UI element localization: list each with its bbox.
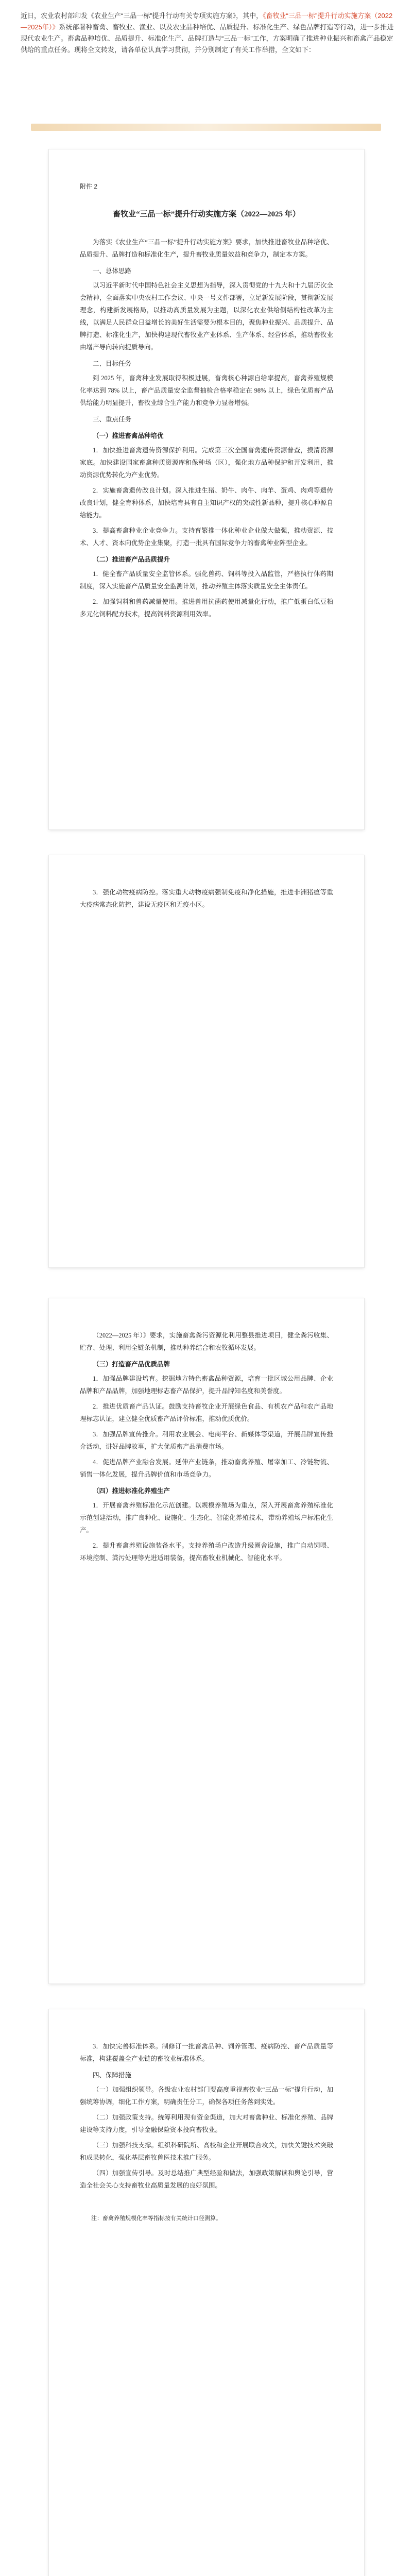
body-paragraph: 2．实施畜禽遗传改良计划。深入推进生猪、奶牛、肉牛、肉羊、蛋鸡、肉鸡等遗传改良计划，健全育种体系，加快培育具有自主知识产权的突破性新品种，提升核心种源自给能力。 (80, 487, 333, 519)
body-paragraph: 3．提高畜禽种业企业竞争力。支持育繁推一体化种业企业做大做强，推动资源、技术、人才、资本向优势企业集聚，打造一批具有国际竞争力的畜禽种业阵型企业。 (80, 527, 333, 547)
page-4-content (80, 2040, 333, 2576)
body-paragraph: （2022—2025 年）》要求，实施畜禽粪污资源化利用整县推进项目，健全粪污收集、贮存、处理、利用全链条机制，推动种养结合和农牧循环发展。 (80, 1332, 333, 1351)
intro-paragraph (21, 10, 394, 56)
body-paragraph: （一）加强组织领导。各级农业农村部门要高度重视畜牧业“三品一标”提升行动，加强统筹协调，细化工作方案，明确责任分工，确保各项任务落到实处。 (80, 2086, 333, 2106)
body-paragraph: 1．加强品牌建设培育。挖掘地方特色畜禽品种资源，培育一批区域公用品牌、企业品牌和产品品牌，加强地理标志畜产品保护，提升品牌知名度和美誉度。 (80, 1375, 333, 1395)
section-heading: 三、重点任务 (93, 416, 132, 423)
body-paragraph: 1．健全畜产品质量安全监管体系。强化兽药、饲料等投入品监管，严格执行休药期制度，深入实施畜产品质量安全监测计划，推动养殖主体落实质量安全主体责任。 (80, 570, 333, 590)
body-paragraph: 2．提升畜禽养殖设施装备水平。支持养殖场户改造升级圈舍设施，推广自动饲喂、环境控制、粪污处理等先进适用装备，提高畜牧业机械化、智能化水平。 (80, 1542, 333, 1562)
body-paragraph: 1．开展畜禽养殖标准化示范创建。以规模养殖场为重点，深入开展畜禽养殖标准化示范创建活动，推广良种化、设施化、生态化、智能化养殖技术，带动养殖场户标准化生产。 (80, 1502, 333, 1534)
document-page-4 (49, 2009, 364, 2576)
intro-pre: 近日，农业农村部印发《农业生产“三品一标”提升行动有关专项实施方案》，其中， (21, 12, 263, 20)
decorative-banner (31, 124, 381, 131)
body-paragraph: 1．加快推进畜禽遗传资源保护利用。完成第三次全国畜禽遗传资源普查，摸清资源家底。加快建设国家畜禽种质资源库和保种场（区），强化地方品种保护和开发利用，推动资源优势转化为产业优势。 (80, 447, 333, 479)
subsection-heading: （二）推进畜产品品质提升 (93, 556, 170, 563)
subsection-heading: （三）打造畜产品优质品牌 (93, 1361, 170, 1368)
page-2-content (80, 886, 333, 1236)
subsection-heading: （四）推进标准化养殖生产 (93, 1487, 170, 1495)
document-title: 畜牧业“三品一标”提升行动实施方案（2022—2025 年） (113, 210, 300, 218)
intro-highlight[interactable]: 《畜牧业“三品一标”提升行动实施方案（2022—2025年）》 (21, 12, 393, 31)
body-paragraph: 2．加强饲料和兽药减量使用。推进兽用抗菌药使用减量化行动，推广低蛋白低豆粕多元化饲料配方技术，提高饲料资源利用效率。 (80, 598, 333, 618)
page-1-content (80, 180, 333, 799)
body-paragraph: 以习近平新时代中国特色社会主义思想为指导，深入贯彻党的十九大和十九届历次全会精神，全面落实中央农村工作会议、中央一号文件部署，立足新发展阶段，贯彻新发展理念，构建新发展格局，以推动高质量发展为主题，以深化农业供给侧结构性改革为主线，以满足人民群众日益增长的美好生活需要为根本目的，聚焦种业振兴、品质提升、品牌打造、标准化生产，加快构建现代畜牧业产业体系、生产体系、经营体系，推动畜牧业由增产导向转向提质导向。 (80, 282, 333, 351)
section-heading: 四、保障措施 (93, 2072, 132, 2079)
attachment-label: 附件 2 (80, 183, 98, 190)
body-paragraph: 4．促进品牌产业融合发展。延伸产业链条，推动畜禽养殖、屠宰加工、冷链物流、销售一体化发展，提升品牌价值和市场竞争力。 (80, 1459, 333, 1478)
subsection-heading: （一）推进畜禽品种培优 (93, 432, 164, 439)
document-note: 注：畜禽养殖规模化率等指标按有关统计口径测算。 (91, 2215, 221, 2222)
intro-post: 系统部署种畜禽、畜牧业、渔业、以及农业品种培优、品质提升、标准化生产、绿色品牌打造等行动，进一步推进现代农业生产。畜禽品种培优、品质提升、标准化生产、品牌打造与“三品一标”工作，方案明确了推进种业振兴和畜禽产品稳定供给的重点任务。现将全文转发，请各单位认真学习贯彻，并分别制定了有关工作举措，全文如下： (21, 23, 394, 54)
section-heading: 一、总体思路 (93, 267, 132, 275)
document-page-3 (49, 1298, 364, 1984)
body-paragraph: 3．强化动物疫病防控。落实重大动物疫病强制免疫和净化措施，推进非洲猪瘟等重大疫病常态化防控，建设无疫区和无疫小区。 (80, 889, 333, 908)
body-paragraph: 3．加强品牌宣传推介。利用农业展会、电商平台、新媒体等渠道，开展品牌宣传推介活动，讲好品牌故事，扩大优质畜产品消费市场。 (80, 1431, 333, 1450)
document-page-2 (49, 855, 364, 1267)
body-paragraph: 3．加快完善标准体系。制修订一批畜禽品种、饲养管理、疫病防控、畜产品质量等标准，构建覆盖全产业链的畜牧业标准体系。 (80, 2043, 333, 2062)
body-paragraph: 为落实《农业生产“三品一标”提升行动实施方案》要求，加快推进畜牧业品种培优、品质提升、品牌打造和标准化生产，提升畜牧业质量效益和竞争力，制定本方案。 (80, 239, 333, 258)
section-heading: 二、目标任务 (93, 360, 132, 367)
body-paragraph: 到 2025 年，畜禽种业发展取得积极进展，畜禽核心种源自给率提高，畜禽养殖规模化率达到 78% 以上，畜产品质量安全监督抽检合格率稳定在 98% 以上，绿色优质畜产品供给能力明显提升，畜牧业综合生产能力和竞争力显著增强。 (80, 375, 333, 406)
body-paragraph: （四）加强宣传引导。及时总结推广典型经验和做法，加强政策解读和舆论引导，营造全社会关心支持畜牧业高质量发展的良好氛围。 (80, 2170, 333, 2189)
page-3-content (80, 1329, 333, 1953)
document-page-1 (49, 149, 364, 829)
body-paragraph: （二）加强政策支持。统筹利用现有资金渠道，加大对畜禽种业、标准化养殖、品牌建设等支持力度，引导金融保险资本投向畜牧业。 (80, 2114, 333, 2133)
body-paragraph: （三）加强科技支撑。组织科研院所、高校和企业开展联合攻关，加快关键技术突破和成果转化，强化基层畜牧兽医技术推广服务。 (80, 2142, 333, 2161)
body-paragraph: 2．推进优质畜产品认证。鼓励支持畜牧企业开展绿色食品、有机农产品和农产品地理标志认证，建立健全优质畜产品评价标准，推动优质优价。 (80, 1403, 333, 1422)
